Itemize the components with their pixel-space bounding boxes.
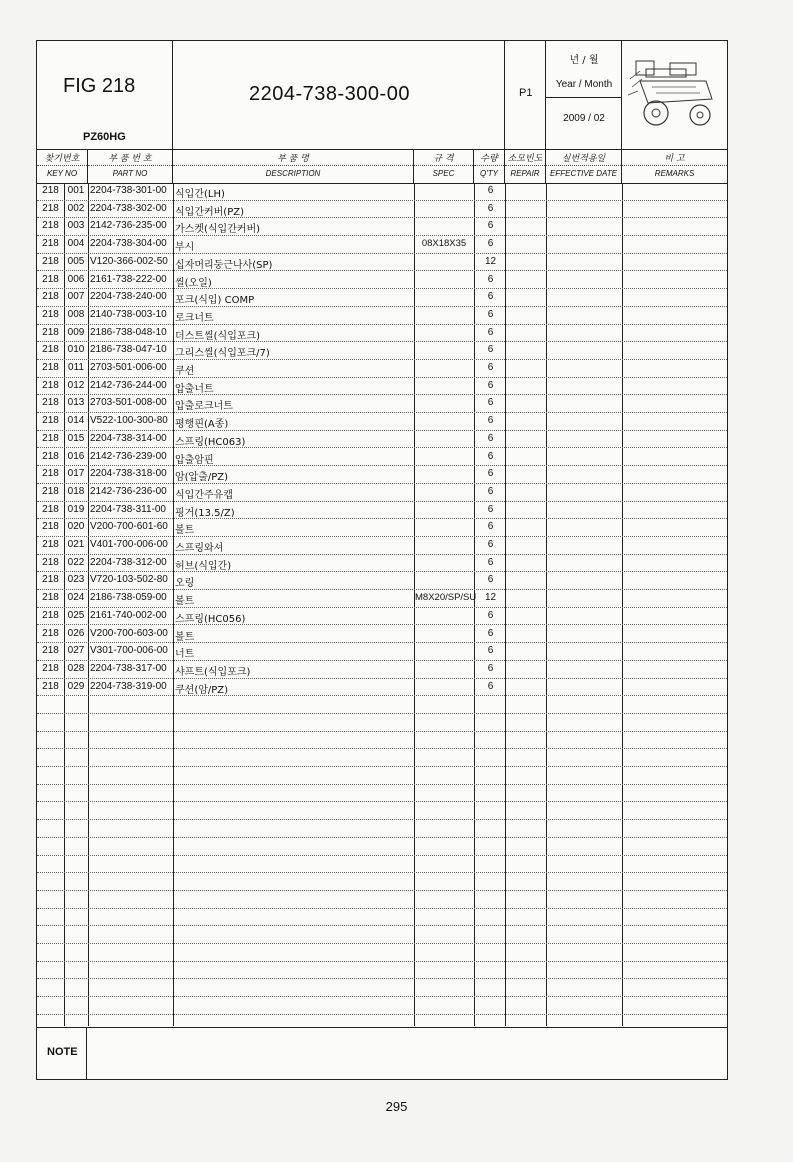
- key-number: 003: [67, 220, 85, 232]
- key-group: 218: [42, 539, 59, 550]
- description: 십자머리둥근나사(SP): [175, 259, 273, 271]
- key-number: 018: [67, 485, 85, 497]
- key-number: 020: [67, 521, 85, 533]
- description: 볼트: [175, 525, 195, 537]
- table-row: [37, 572, 727, 590]
- table-row: [37, 342, 727, 360]
- spec: M8X20/SP/SU: [415, 592, 477, 604]
- part-number: 2204-738-317-00: [90, 662, 167, 674]
- table-row: [37, 519, 727, 537]
- key-number: 011: [68, 362, 84, 373]
- description: 샤프트(식입포크): [175, 666, 251, 678]
- col-part-kr: 부 품 번 호: [108, 154, 152, 164]
- table-row: [37, 803, 727, 821]
- description: 식입간(LH): [175, 189, 225, 200]
- key-number: 004: [67, 238, 85, 250]
- key-number: 022: [67, 556, 85, 568]
- table-row: [37, 395, 727, 413]
- quantity: 12: [484, 255, 497, 267]
- note-label-cell: [37, 1028, 87, 1080]
- quantity: 6: [487, 556, 494, 568]
- note-section: [37, 1027, 727, 1080]
- col-key-kr: 찾기번호: [44, 154, 80, 164]
- table-row: [37, 820, 727, 838]
- key-group: 218: [42, 291, 59, 303]
- col-desc-en: DESCRIPTION: [265, 169, 321, 178]
- quantity: 6: [487, 662, 494, 674]
- part-number: 2186-738-048-10: [90, 326, 167, 338]
- key-group: 218: [42, 592, 59, 604]
- part-number: 2204-738-314-00: [90, 432, 167, 444]
- quantity: 6: [487, 397, 494, 409]
- key-number: 010: [67, 344, 85, 356]
- key-number: 006: [67, 273, 85, 285]
- key-group: 218: [42, 645, 59, 657]
- description: 그리스씰(식입포크/7): [175, 348, 270, 360]
- col-desc-kr: 부 품 명: [277, 154, 309, 164]
- quantity: 6: [487, 468, 494, 480]
- table-row: [37, 909, 727, 927]
- col-repair-kr: 소모빈도: [507, 154, 543, 164]
- header: [37, 41, 727, 150]
- model-name: PZ60HG: [83, 131, 126, 143]
- part-number: V200-700-603-00: [90, 627, 168, 639]
- part-number: 2703-501-008-00: [90, 397, 167, 409]
- key-group: 218: [42, 326, 59, 338]
- part-number: 2161-738-222-00: [90, 273, 167, 285]
- quantity: 6: [487, 485, 494, 497]
- quantity: 6: [487, 609, 494, 621]
- table-row: [37, 272, 727, 290]
- page-number: 295: [385, 1099, 408, 1114]
- table-row: [37, 856, 727, 874]
- quantity: 6: [487, 574, 494, 586]
- table-row: [37, 891, 727, 909]
- part-number: 2142-736-244-00: [90, 379, 167, 391]
- table-row: [37, 484, 727, 502]
- col-part: [88, 149, 173, 183]
- key-number: 016: [67, 450, 85, 462]
- col-effective: [546, 149, 622, 183]
- key-group: 218: [42, 662, 59, 674]
- quantity: 6: [487, 503, 494, 515]
- key-number: 024: [67, 592, 85, 604]
- key-group: 218: [42, 362, 59, 373]
- description: 압출암핀: [175, 454, 214, 466]
- table-row: [37, 218, 727, 236]
- fig-cell: [37, 41, 173, 149]
- description: 스프링(HC063): [175, 436, 246, 448]
- key-group: 218: [42, 308, 59, 320]
- col-key: [37, 149, 88, 183]
- key-number: 029: [67, 680, 85, 692]
- quantity: 6: [487, 273, 494, 285]
- table-row: [37, 307, 727, 325]
- key-group: 218: [42, 255, 59, 267]
- part-number: 2142-736-236-00: [90, 485, 167, 497]
- part-number: 2161-740-002-00: [90, 609, 167, 621]
- key-group: 218: [42, 220, 59, 232]
- key-number: 013: [67, 397, 85, 409]
- table-row: [37, 838, 727, 856]
- table-row: [37, 236, 727, 254]
- description: 스프링와셔: [175, 543, 224, 554]
- divider: [546, 97, 622, 98]
- key-group: 218: [42, 397, 59, 409]
- description: 암(압출/PZ): [175, 472, 229, 484]
- key-group: 218: [42, 450, 59, 462]
- table-row: [37, 254, 727, 272]
- description: 볼트: [175, 631, 195, 643]
- part-number: 2204-738-240-00: [90, 291, 167, 303]
- key-number: 015: [67, 432, 85, 444]
- key-group: 218: [42, 468, 59, 480]
- page-code-cell: [505, 41, 546, 149]
- description: 가스켓(식입간커버): [175, 224, 261, 236]
- part-number: V301-700-006-00: [90, 645, 168, 657]
- quantity: 6: [487, 539, 494, 550]
- col-spec: [414, 149, 474, 183]
- table-row: [37, 997, 727, 1015]
- key-number: 009: [67, 326, 85, 338]
- spec: 08X18X35: [421, 238, 467, 250]
- description: 식입간주유캡: [175, 489, 233, 501]
- table-row: [37, 201, 727, 219]
- rice-transplanter-illustration: [626, 51, 722, 139]
- table-row: [37, 679, 727, 697]
- year-month-kr: 년 / 월: [569, 55, 599, 66]
- part-number: 2142-736-239-00: [90, 450, 167, 462]
- col-repair: [505, 149, 546, 183]
- quantity: 6: [487, 379, 494, 391]
- col-desc: [173, 149, 414, 183]
- table-row: [37, 926, 727, 944]
- description: 핑거(13.5/Z): [175, 507, 235, 519]
- key-number: 012: [67, 379, 85, 391]
- table-row: [37, 873, 727, 891]
- part-number: V120-366-002-50: [90, 255, 168, 267]
- key-group: 218: [42, 609, 59, 621]
- machine-illustration-cell: [622, 41, 727, 149]
- part-number: V720-103-502-80: [90, 574, 168, 586]
- quantity: 6: [487, 185, 494, 196]
- part-number: 2204-738-318-00: [90, 468, 167, 480]
- description: 식입간커버(PZ): [175, 206, 244, 218]
- table-row: [37, 696, 727, 714]
- quantity: 12: [484, 592, 497, 604]
- key-group: 218: [42, 379, 59, 391]
- key-group: 218: [42, 344, 59, 356]
- key-group: 218: [42, 503, 59, 515]
- description: 너트: [175, 649, 195, 661]
- table-row: [37, 431, 727, 449]
- col-spec-en: SPEC: [432, 169, 455, 178]
- part-number: 2142-736-235-00: [90, 220, 167, 232]
- table-row: [37, 643, 727, 661]
- quantity: 6: [487, 645, 494, 657]
- col-rem-en: REMARKS: [654, 169, 695, 178]
- description: 쿠션(암/PZ): [175, 684, 229, 696]
- col-qty: [474, 149, 505, 183]
- key-number: 007: [67, 291, 85, 303]
- part-number: V522-100-300-80: [90, 415, 168, 427]
- column-header-row: [37, 149, 727, 184]
- key-group: 218: [42, 238, 59, 250]
- key-group: 218: [42, 415, 59, 427]
- col-qty-en: Q'TY: [480, 169, 498, 178]
- parts-table-body: [37, 183, 727, 1026]
- table-row: [37, 661, 727, 679]
- date-value: 2009 / 02: [563, 113, 605, 124]
- part-number: 2204-738-304-00: [90, 238, 167, 250]
- table-row: [37, 962, 727, 980]
- col-spec-kr: 규 격: [433, 154, 454, 164]
- fig-number: FIG 218: [63, 75, 136, 97]
- table-row: [37, 537, 727, 555]
- description: 씰(오일): [175, 277, 212, 289]
- col-part-en: PART NO: [112, 169, 148, 178]
- table-row: [37, 555, 727, 573]
- page-code: P1: [519, 87, 533, 99]
- part-number: 2204-738-319-00: [90, 680, 167, 692]
- part-number: V401-700-006-00: [90, 539, 168, 550]
- key-number: 001: [67, 185, 85, 196]
- col-rem-kr: 비 고: [664, 154, 685, 164]
- table-row: [37, 360, 727, 378]
- key-number: 021: [67, 539, 85, 550]
- table-row: [37, 608, 727, 626]
- description: 포크(식입) COMP: [175, 295, 255, 307]
- quantity: 6: [487, 627, 494, 639]
- table-row: [37, 749, 727, 767]
- parts-list-page: [36, 40, 728, 1080]
- key-group: 218: [42, 556, 59, 568]
- quantity: 6: [487, 450, 494, 462]
- description: 로크너트: [175, 312, 214, 324]
- col-remarks: [622, 149, 727, 183]
- quantity: 6: [487, 202, 494, 214]
- key-number: 002: [67, 202, 85, 214]
- key-group: 218: [42, 485, 59, 497]
- key-group: 218: [42, 185, 59, 196]
- key-group: 218: [42, 432, 59, 444]
- col-eff-en: EFFECTIVE DATE: [550, 169, 617, 178]
- key-group: 218: [42, 521, 59, 533]
- quantity: 6: [487, 220, 494, 232]
- part-number: 2186-738-059-00: [90, 592, 167, 604]
- key-group: 218: [42, 273, 59, 285]
- key-group: 218: [42, 627, 59, 639]
- table-row: [37, 466, 727, 484]
- table-row: [37, 413, 727, 431]
- col-qty-kr: 수량: [480, 154, 498, 164]
- table-row: [37, 378, 727, 396]
- part-number: 2204-738-311-00: [90, 503, 166, 515]
- description: 부시: [175, 242, 195, 254]
- description: 더스트씰(식입포크): [175, 330, 261, 342]
- year-month-cell: [546, 41, 622, 149]
- key-number: 026: [67, 627, 85, 639]
- quantity: 6: [487, 432, 494, 444]
- quantity: 6: [487, 521, 494, 533]
- quantity: 6: [487, 308, 494, 320]
- table-row: [37, 626, 727, 644]
- table-row: [37, 980, 727, 998]
- part-number: 2204-738-302-00: [90, 202, 167, 214]
- description: 압출로크너트: [175, 401, 233, 413]
- part-number: 2703-501-006-00: [90, 362, 167, 373]
- description: 스프링(HC056): [175, 613, 246, 625]
- table-row: [37, 325, 727, 343]
- year-month-en: Year / Month: [555, 79, 613, 90]
- part-number: 2186-738-047-10: [90, 344, 167, 356]
- key-group: 218: [42, 680, 59, 692]
- assembly-part-number-cell: [173, 41, 505, 149]
- key-number: 008: [67, 308, 85, 320]
- key-group: 218: [42, 574, 59, 586]
- description: 쿠션: [175, 366, 195, 377]
- key-number: 017: [67, 468, 85, 480]
- table-row: [37, 449, 727, 467]
- part-number: 2204-738-301-00: [90, 185, 167, 196]
- table-row: [37, 732, 727, 750]
- table-row: [37, 785, 727, 803]
- table-row: [37, 289, 727, 307]
- key-number: 028: [67, 662, 85, 674]
- col-repair-en: REPAIR: [510, 169, 540, 178]
- table-row: [37, 590, 727, 608]
- table-row: [37, 944, 727, 962]
- key-group: 218: [42, 202, 59, 214]
- quantity: 6: [487, 326, 494, 338]
- description: 오링: [175, 578, 195, 590]
- assembly-part-number: 2204-738-300-00: [249, 83, 410, 105]
- part-number: V200-700-601-60: [90, 521, 168, 533]
- part-number: 2140-738-003-10: [90, 308, 167, 320]
- quantity: 6: [487, 238, 494, 250]
- key-number: 005: [67, 255, 85, 267]
- key-number: 023: [67, 574, 85, 586]
- table-row: [37, 714, 727, 732]
- quantity: 6: [487, 362, 494, 373]
- part-number: 2204-738-312-00: [90, 556, 167, 568]
- quantity: 6: [487, 415, 494, 427]
- quantity: 6: [487, 344, 494, 356]
- table-row: [37, 767, 727, 785]
- quantity: 6: [487, 291, 494, 303]
- description: 볼트: [175, 596, 195, 608]
- table-row: [37, 183, 727, 201]
- quantity: 6: [487, 680, 494, 692]
- description: 허브(식입간): [175, 560, 232, 572]
- col-key-en: KEY NO: [46, 169, 78, 178]
- table-row: [37, 502, 727, 520]
- col-eff-kr: 실번적용일: [561, 154, 606, 164]
- key-number: 019: [67, 503, 85, 515]
- key-number: 027: [67, 645, 85, 657]
- description: 평행핀(A종): [175, 419, 229, 431]
- description: 압출너트: [175, 383, 214, 395]
- key-number: 014: [67, 415, 85, 427]
- note-label: NOTE: [47, 1046, 78, 1058]
- key-number: 025: [67, 609, 85, 621]
